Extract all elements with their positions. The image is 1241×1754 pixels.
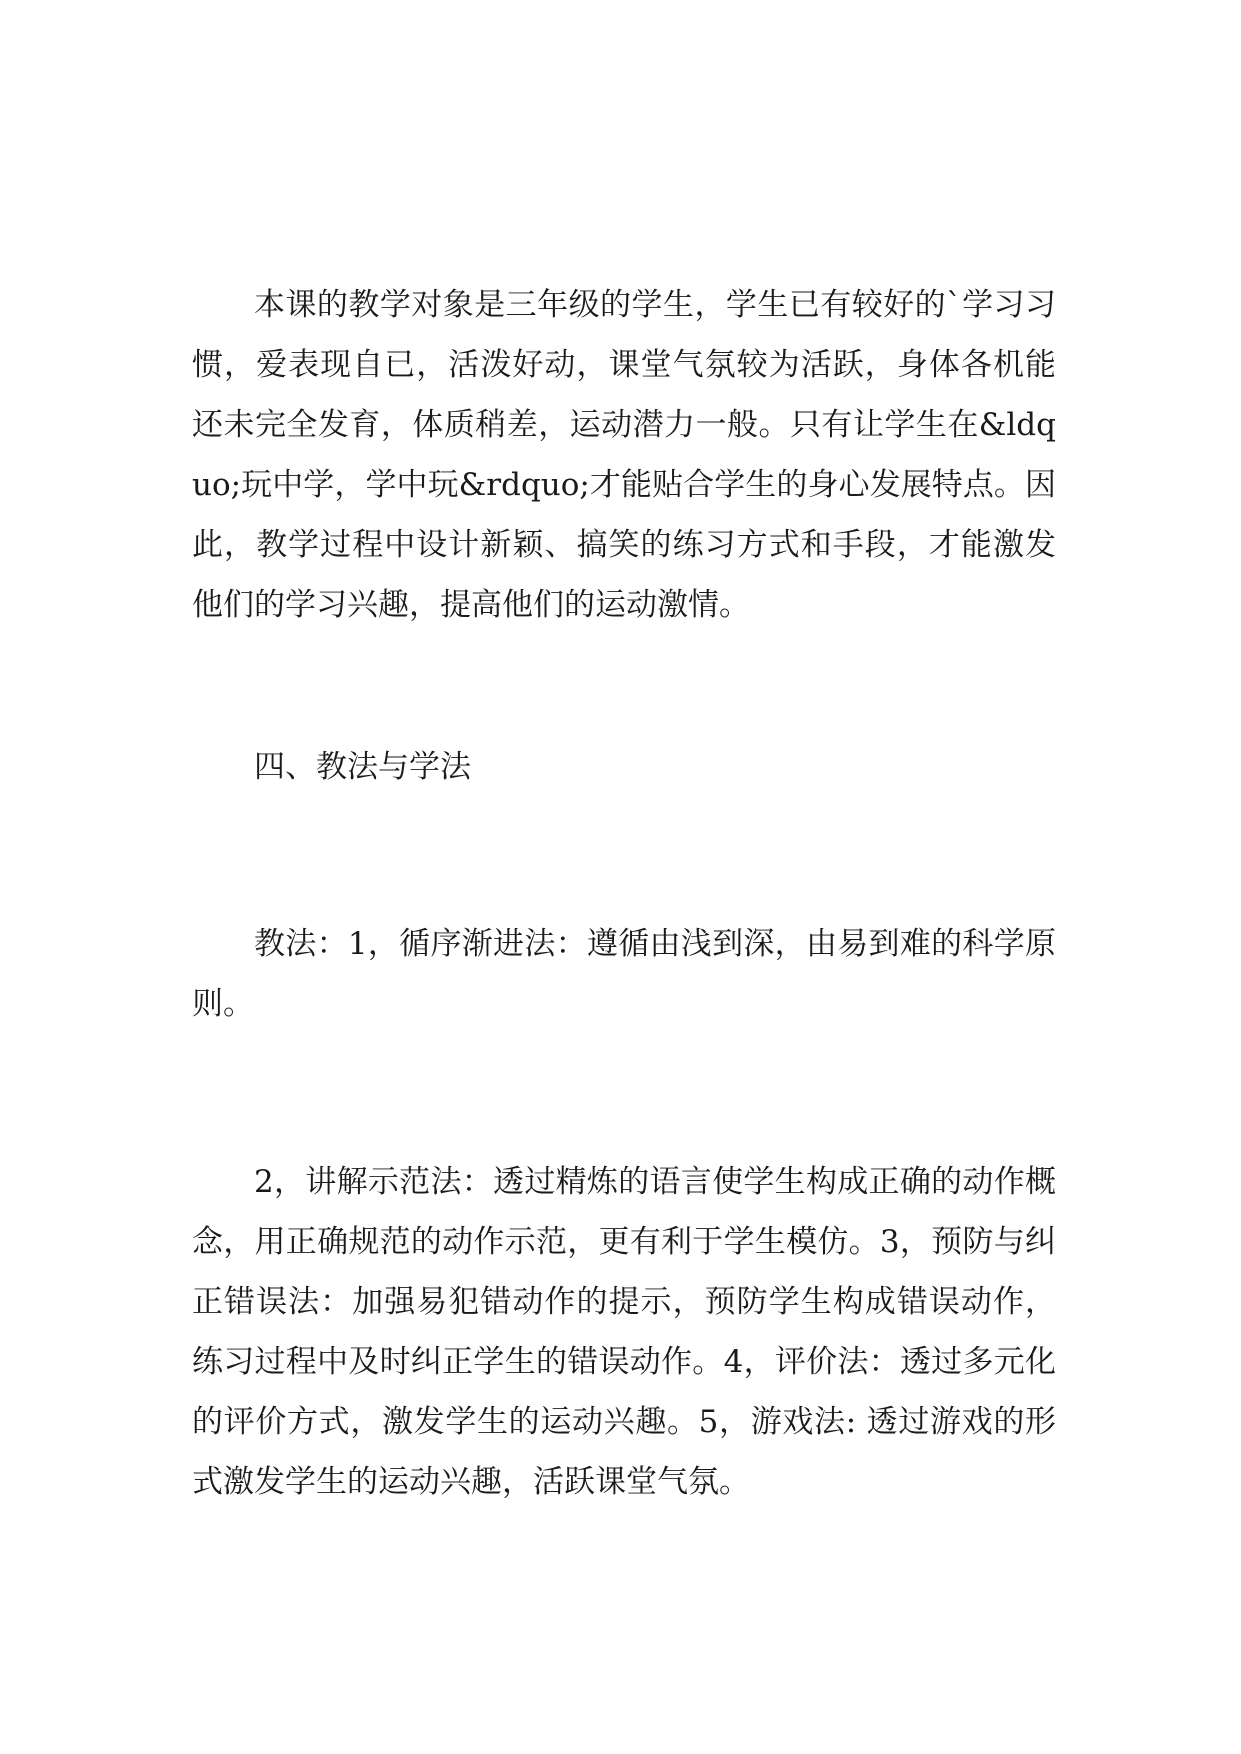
paragraph-teaching-method-1: 教法：1，循序渐进法：遵循由浅到深，由易到难的科学原则。: [192, 926, 1056, 1022]
section-heading: 四、教法与学法: [254, 749, 471, 785]
paragraph-teaching-methods-2-5: 2，讲解示范法：透过精炼的语言使学生构成正确的动作概念，用正确规范的动作示范，更有利于学生模仿。3，预防与纠正错误法：加强易犯错动作的提示，预防学生构成错误动作，练习过程中及时纠正学生的错误动作。4，评价法：透过多元化的评价方式，激发学生的运动兴趣。5，游戏法: 透过游戏的形式激发学生的运动兴趣，活跃课堂气氛。: [192, 1164, 1056, 1500]
paragraph-student-analysis: 本课的教学对象是三年级的学生，学生已有较好的`学习习惯，爱表现自已，活泼好动，课堂气氛较为活跃，身体各机能还未完全发育，体质稍差，运动潜力一般。只有让学生在&ldquo;玩中学，学中玩&rdquo;才能贴合学生的身心发展特点。因此，教学过程中设计新颖、搞笑的练习方式和手段，才能激发他们的学习兴趣，提高他们的运动激情。: [192, 287, 1056, 623]
